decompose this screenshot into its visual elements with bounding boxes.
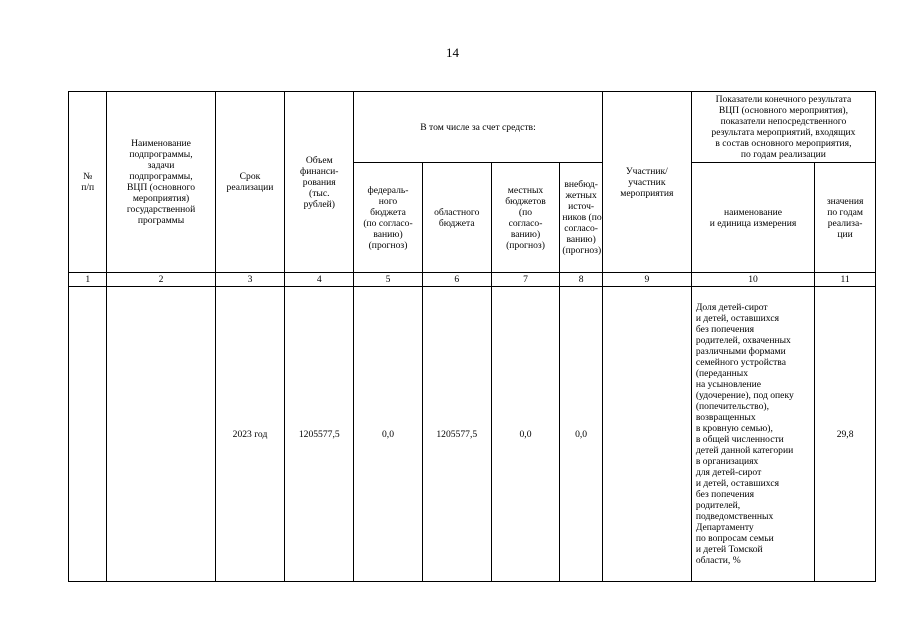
header-indicator-name xyxy=(691,163,814,273)
text-line: бюджета xyxy=(438,217,475,229)
column-number: 4 xyxy=(285,273,354,287)
text-line: в организациях xyxy=(695,456,759,467)
text-line: Срок xyxy=(239,171,261,182)
text-line: № xyxy=(83,171,93,182)
column-number: 11 xyxy=(815,273,876,287)
header-row-top xyxy=(69,92,876,163)
text-line: внебюд- xyxy=(564,179,598,190)
text-line: для детей-сирот xyxy=(695,467,762,478)
text-line: мероприятия xyxy=(620,187,674,199)
text-line: (тыс. xyxy=(309,187,330,199)
header-participant xyxy=(602,92,691,273)
text-line: подведомственных xyxy=(695,511,774,522)
text-line: рования xyxy=(302,176,336,188)
text-line: родителей, xyxy=(695,500,741,511)
text-line: (прогноз) xyxy=(506,239,545,251)
text-line: (удочерение), под опеку xyxy=(695,390,794,401)
text-line: ванию) xyxy=(373,228,403,240)
text-line: по вопросам семьи xyxy=(695,533,774,544)
text-line: родителей, охваченных xyxy=(695,335,791,346)
text-line: участник xyxy=(628,176,666,188)
text-line: (попечительство), xyxy=(695,401,770,412)
text-line: на усыновление xyxy=(695,379,762,390)
column-number: 7 xyxy=(491,273,560,287)
text-line: без попечения xyxy=(695,324,755,335)
text-line: ников (по xyxy=(562,212,602,223)
cell-total-funding: 1205577,5 xyxy=(285,287,354,582)
table-row xyxy=(69,287,876,582)
text-line: Доля детей-сирот xyxy=(695,302,768,313)
text-line: бюджетов xyxy=(505,195,546,207)
cell-name xyxy=(107,287,215,582)
text-line: и единица измерения xyxy=(709,217,797,229)
text-line: значения xyxy=(826,195,864,207)
text-line: семейного устройства xyxy=(695,357,786,368)
text-line: различными формами xyxy=(695,346,786,357)
text-line: жетных xyxy=(565,190,597,201)
column-number: 2 xyxy=(107,273,215,287)
text-line: источ- xyxy=(568,201,595,212)
cell-indicator-value: 29,8 xyxy=(815,287,876,582)
column-number-row xyxy=(69,273,876,287)
text-line: в общей численности xyxy=(695,434,784,445)
text-line: наименование xyxy=(724,206,783,218)
text-line: Объем xyxy=(305,154,333,166)
text-line: рублей) xyxy=(303,198,335,210)
column-number: 3 xyxy=(215,273,285,287)
header-extrabudget xyxy=(560,163,602,273)
text-line: ции xyxy=(837,228,853,240)
cell-local: 0,0 xyxy=(491,287,560,582)
text-line: без попечения xyxy=(695,489,755,500)
cell-period: 2023 год xyxy=(215,287,285,582)
text-line: результата мероприятий, входящих xyxy=(711,127,856,138)
text-line: по годам xyxy=(827,206,863,218)
text-line: Департаменту xyxy=(695,522,754,533)
header-local xyxy=(491,163,560,273)
header-federal xyxy=(354,163,423,273)
header-indicator-value xyxy=(815,163,876,273)
text-line: согласо- xyxy=(508,217,543,229)
text-line: подпрограммы, xyxy=(129,171,193,182)
text-line: задачи xyxy=(147,160,175,171)
text-line: в состав основного мероприятия, xyxy=(715,138,852,149)
text-line: финанси- xyxy=(300,165,339,177)
cell-federal: 0,0 xyxy=(354,287,423,582)
cell-indicator-name xyxy=(691,287,814,582)
text-line: реализа- xyxy=(827,217,863,229)
text-line: (по согласо- xyxy=(363,217,413,229)
header-total-funding xyxy=(285,92,354,273)
text-line: по годам реализации xyxy=(740,149,826,160)
text-line: федераль- xyxy=(367,184,409,196)
column-number: 1 xyxy=(69,273,107,287)
text-line: п/п xyxy=(81,182,95,193)
cell-regional: 1205577,5 xyxy=(422,287,491,582)
text-line: области, % xyxy=(695,555,741,566)
text-line: (по xyxy=(518,206,533,218)
header-regional xyxy=(422,163,491,273)
header-indicators-group xyxy=(691,92,875,163)
text-line: Показатели конечного результата xyxy=(715,94,852,105)
column-number: 5 xyxy=(354,273,423,287)
text-line: и детей Томской xyxy=(695,544,763,555)
header-funding-group: В том числе за счет средств: xyxy=(354,92,603,163)
header-period xyxy=(215,92,285,273)
text-line: ванию) xyxy=(510,228,541,240)
text-line: бюджета xyxy=(370,206,406,218)
text-line: показатели непосредственного xyxy=(720,116,847,127)
text-line: и детей, оставшихся xyxy=(695,313,780,324)
text-line: ного xyxy=(378,195,398,207)
text-line: детей данной категории xyxy=(695,445,794,456)
program-table xyxy=(68,91,876,582)
column-number: 6 xyxy=(422,273,491,287)
column-number: 8 xyxy=(560,273,602,287)
cell-participant xyxy=(602,287,691,582)
text-line: местных xyxy=(507,184,544,196)
text-line: (прогноз) xyxy=(368,239,408,251)
text-line: подпрограммы, xyxy=(129,149,193,160)
column-number: 10 xyxy=(691,273,814,287)
header-name xyxy=(107,92,215,273)
text-line: мероприятия) xyxy=(132,193,190,204)
text-line: ВЦП (основного мероприятия), xyxy=(718,105,848,116)
text-line: (прогноз) xyxy=(562,245,602,256)
header-number xyxy=(69,92,107,273)
page-number: 14 xyxy=(446,45,459,60)
text-line: программы xyxy=(137,215,185,226)
text-line: и детей, оставшихся xyxy=(695,478,780,489)
text-line: ванию) xyxy=(566,234,596,245)
text-line: согласо- xyxy=(564,223,599,234)
text-line: Участник/ xyxy=(625,165,668,177)
cell-extrabudget: 0,0 xyxy=(560,287,602,582)
text-line: областного xyxy=(434,206,480,218)
text-line: государственной xyxy=(126,204,196,215)
text-line: Наименование xyxy=(131,138,191,149)
text-line: возвращенных xyxy=(695,412,756,423)
text-line: ВЦП (основного xyxy=(127,182,196,193)
text-line: в кровную семью), xyxy=(695,423,773,434)
column-number: 9 xyxy=(602,273,691,287)
text-line: (переданных xyxy=(695,368,749,379)
cell-number xyxy=(69,287,107,582)
text-line: реализации xyxy=(226,182,274,193)
